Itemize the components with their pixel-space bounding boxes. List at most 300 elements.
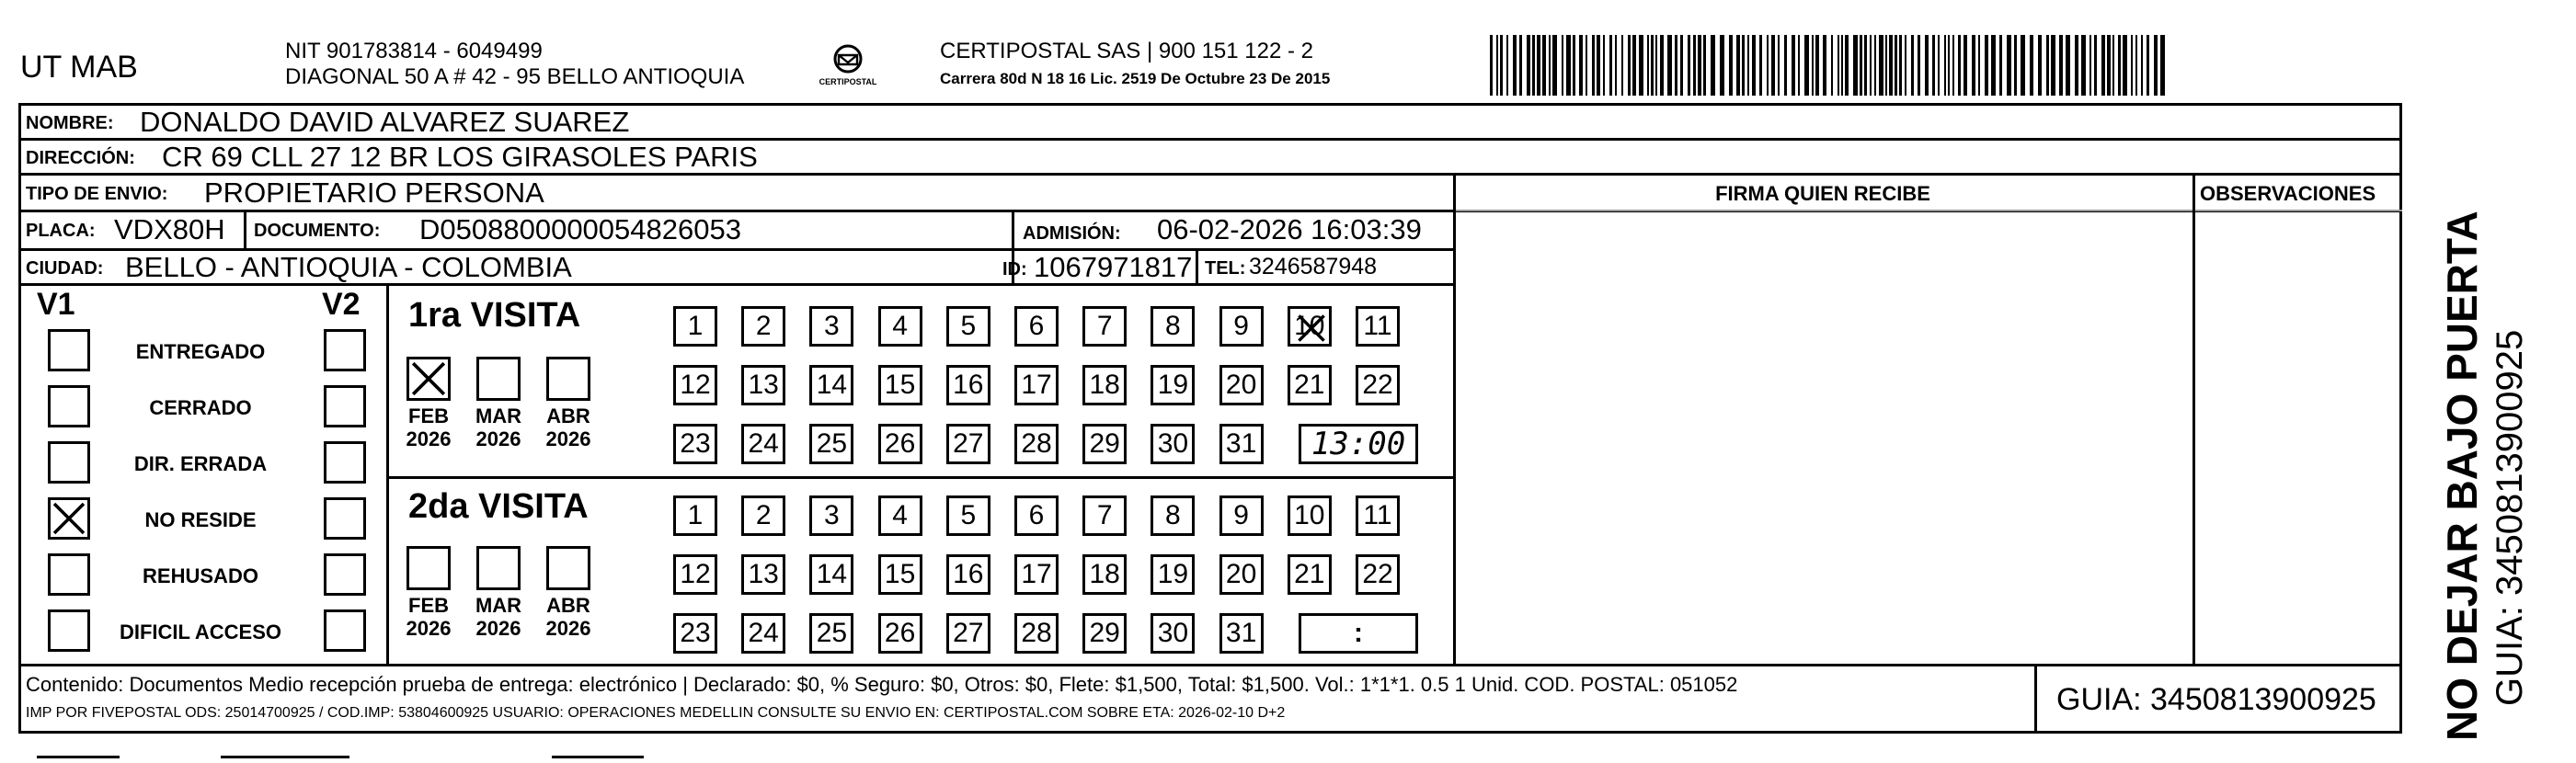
barcode-bar <box>2007 35 2011 96</box>
barcode-bar <box>1864 35 1867 96</box>
tipo-envio-label: TIPO DE ENVIO: <box>26 184 168 204</box>
day-box[interactable] <box>1014 613 1059 654</box>
x-mark-icon <box>409 359 448 398</box>
month-label: FEB 2026 <box>406 594 452 641</box>
status-v2-checkbox[interactable] <box>324 441 366 484</box>
barcode-bar <box>1752 35 1756 96</box>
barcode-bar <box>2094 35 2097 96</box>
day-number: 25 <box>816 618 848 648</box>
day-box[interactable] <box>878 554 922 595</box>
day-number: 15 <box>884 370 916 400</box>
barcode-bar <box>1978 35 1980 96</box>
day-number: 28 <box>1021 428 1052 459</box>
barcode-bar <box>1639 35 1643 96</box>
barcode-bar <box>1991 35 1996 96</box>
tipo-envio-value: PROPIETARIO PERSONA <box>204 177 544 209</box>
day-box[interactable] <box>878 424 922 464</box>
day-number: 31 <box>1225 618 1257 648</box>
barcode-bar <box>1771 35 1775 96</box>
admision-value: 06-02-2026 16:03:39 <box>1157 213 1422 245</box>
barcode-bar <box>1506 35 1508 96</box>
barcode-bar <box>2089 35 2091 96</box>
day-box[interactable] <box>1219 365 1264 405</box>
day-number: 13 <box>748 559 779 589</box>
day-number: 8 <box>1165 500 1181 530</box>
day-number: 13 <box>748 370 779 400</box>
day-box[interactable] <box>809 495 853 536</box>
day-number: 27 <box>953 428 984 459</box>
day-number: 26 <box>884 618 916 648</box>
day-box[interactable] <box>878 495 922 536</box>
day-box[interactable] <box>1082 554 1127 595</box>
barcode-bar <box>1628 35 1631 96</box>
day-box[interactable] <box>1356 306 1400 347</box>
day-box[interactable] <box>741 554 785 595</box>
day-box[interactable] <box>1014 365 1059 405</box>
barcode-bar <box>1804 35 1809 96</box>
divider <box>386 476 1453 479</box>
status-label: DIR. ERRADA <box>133 452 268 475</box>
barcode-bar <box>1944 35 1946 96</box>
barcode-bar <box>1885 35 1887 96</box>
barcode-bar <box>1841 35 1843 96</box>
day-number: 12 <box>680 370 711 400</box>
barcode <box>1490 35 2170 96</box>
barcode-bar <box>1985 35 1988 96</box>
barcode-bar <box>1812 35 1814 96</box>
day-box[interactable] <box>946 306 990 347</box>
day-number: 9 <box>1233 311 1249 341</box>
barcode-bar <box>1999 35 2002 96</box>
visit1-time-box[interactable] <box>1299 424 1418 464</box>
id-label: ID: <box>1002 259 1027 279</box>
day-number: 10 <box>1294 500 1325 530</box>
day-box[interactable] <box>1014 424 1059 464</box>
logo-text: CERTIPOSTAL <box>819 77 877 86</box>
day-box[interactable] <box>1082 424 1127 464</box>
day-number: 29 <box>1089 428 1120 459</box>
day-number: 29 <box>1089 618 1120 648</box>
barcode-bar <box>1860 35 1862 96</box>
barcode-bar <box>1736 35 1740 96</box>
day-number: 15 <box>884 559 916 589</box>
day-number: 19 <box>1157 370 1189 400</box>
barcode-bar <box>1747 35 1749 96</box>
day-box[interactable] <box>1288 554 1332 595</box>
placa-label: PLACA: <box>26 221 96 241</box>
side-notice-line2: GUIA: 3450813900925 <box>2490 329 2530 706</box>
barcode-bar <box>1963 35 1967 96</box>
status-v2-checkbox[interactable] <box>324 329 366 371</box>
barcode-bar <box>1925 35 1929 96</box>
barcode-bar <box>2021 35 2025 96</box>
day-box[interactable] <box>946 554 990 595</box>
cut-mark <box>221 756 349 758</box>
barcode-bar <box>1537 35 1540 96</box>
direccion-value: CR 69 CLL 27 12 BR LOS GIRASOLES PARIS <box>162 141 758 173</box>
day-number: 11 <box>1363 500 1392 530</box>
barcode-bar <box>1566 35 1571 96</box>
day-number: 2 <box>755 311 772 341</box>
day-number: 22 <box>1362 559 1393 589</box>
company-name: UT MAB <box>20 50 138 85</box>
barcode-bar <box>1647 35 1649 96</box>
day-box[interactable] <box>673 613 717 654</box>
documento-value: D0508800000054826053 <box>419 213 741 245</box>
barcode-bar <box>1938 35 1940 96</box>
day-number: 28 <box>1021 618 1052 648</box>
day-box[interactable] <box>878 365 922 405</box>
barcode-bar <box>2107 35 2111 96</box>
day-number: 14 <box>816 559 848 589</box>
day-number: 22 <box>1362 370 1393 400</box>
barcode-bar <box>1592 35 1595 96</box>
day-number: 17 <box>1021 559 1052 589</box>
day-box[interactable] <box>809 424 853 464</box>
visit2-time-value: : <box>1354 618 1363 648</box>
day-box[interactable] <box>946 495 990 536</box>
barcode-bar <box>1742 35 1745 96</box>
barcode-bar <box>1798 35 1800 96</box>
month-label: ABR 2026 <box>545 594 591 641</box>
day-box[interactable] <box>1288 306 1332 347</box>
barcode-bar <box>1527 35 1530 96</box>
divider <box>2192 173 2195 664</box>
barcode-bar <box>2075 35 2078 96</box>
status-v2-checkbox[interactable] <box>324 609 366 652</box>
status-label: REHUSADO <box>143 564 258 587</box>
barcode-bar <box>1792 35 1795 96</box>
day-box[interactable] <box>1082 495 1127 536</box>
day-number: 24 <box>748 428 779 459</box>
barcode-bar <box>1711 35 1715 96</box>
day-box[interactable] <box>673 554 717 595</box>
barcode-bar <box>1562 35 1563 96</box>
barcode-bar <box>1952 35 1954 96</box>
barcode-bar <box>1496 35 1498 96</box>
day-number: 1 <box>687 500 704 530</box>
documento-label: DOCUMENTO: <box>254 221 381 241</box>
month-checkbox[interactable] <box>546 357 590 401</box>
barcode-bar <box>2038 35 2042 96</box>
day-number: 21 <box>1294 370 1325 400</box>
day-box[interactable] <box>946 424 990 464</box>
divider <box>18 173 2402 176</box>
month-checkbox[interactable] <box>406 357 451 401</box>
barcode-bar <box>1899 35 1902 96</box>
day-box[interactable] <box>741 365 785 405</box>
day-number: 14 <box>816 370 848 400</box>
x-mark-icon <box>1296 313 1327 344</box>
day-box[interactable] <box>1151 365 1195 405</box>
status-v2-checkbox[interactable] <box>324 497 366 540</box>
day-number: 5 <box>960 311 977 341</box>
barcode-bar <box>1549 35 1551 96</box>
barcode-bar <box>1573 35 1575 96</box>
day-box[interactable] <box>741 495 785 536</box>
barcode-bar <box>1632 35 1636 96</box>
day-box[interactable] <box>878 613 922 654</box>
barcode-bar <box>1720 35 1724 96</box>
barcode-bar <box>1778 35 1780 96</box>
barcode-bar <box>2051 35 2055 96</box>
company-address: DIAGONAL 50 A # 42 - 95 BELLO ANTIOQUIA <box>285 64 745 89</box>
barcode-bar <box>1845 35 1849 96</box>
visit1-title: 1ra VISITA <box>408 296 581 335</box>
day-box[interactable] <box>1356 495 1400 536</box>
barcode-bar <box>1680 35 1683 96</box>
day-number: 16 <box>953 370 984 400</box>
barcode-bar <box>1759 35 1762 96</box>
barcode-bar <box>1519 35 1522 96</box>
firma-header: FIRMA QUIEN RECIBE <box>1715 182 1930 205</box>
barcode-bar <box>1532 35 1535 96</box>
month-label: ABR 2026 <box>545 404 591 451</box>
tel-value: 3246587948 <box>1249 254 1378 279</box>
day-number: 20 <box>1225 559 1257 589</box>
carrier-license: Carrera 80d N 18 16 Lic. 2519 De Octubre 23 De 2015 <box>940 70 1331 87</box>
day-box[interactable] <box>673 306 717 347</box>
day-box[interactable] <box>1288 495 1332 536</box>
footer-impresion: IMP POR FIVEPOSTAL ODS: 25014700925 / COD.IMP: 53804600925 USUARIO: OPERACIONES MEDELLIN CONSULTE SU ENVIO EN: CERTIPOSTAL.COM SOBRE ETA: 2026-02-10 D+2 <box>26 705 1286 721</box>
barcode-bar <box>1889 35 1893 96</box>
month-label: FEB 2026 <box>406 404 452 451</box>
barcode-bar <box>1513 35 1517 96</box>
barcode-bar <box>1609 35 1612 96</box>
day-box[interactable] <box>1151 495 1195 536</box>
day-number: 19 <box>1157 559 1189 589</box>
day-number: 23 <box>680 428 711 459</box>
barcode-bar <box>2059 35 2063 96</box>
month-checkbox[interactable] <box>476 546 521 590</box>
nombre-label: NOMBRE: <box>26 113 114 133</box>
barcode-bar <box>1767 35 1769 96</box>
day-number: 7 <box>1096 500 1113 530</box>
barcode-bar <box>1552 35 1557 96</box>
day-box[interactable] <box>946 613 990 654</box>
divider <box>1453 173 1456 664</box>
day-number: 30 <box>1157 618 1189 648</box>
day-box[interactable] <box>809 613 853 654</box>
day-number: 6 <box>1028 500 1045 530</box>
nombre-value: DONALDO DAVID ALVAREZ SUAREZ <box>140 106 630 138</box>
day-number: 27 <box>953 618 984 648</box>
barcode-bar <box>1958 35 1961 96</box>
day-box[interactable] <box>1356 554 1400 595</box>
divider <box>244 210 246 248</box>
month-label: MAR 2026 <box>475 404 522 451</box>
observaciones-header: OBSERVACIONES <box>2200 182 2376 205</box>
day-box[interactable] <box>809 554 853 595</box>
day-box[interactable] <box>673 495 717 536</box>
day-box[interactable] <box>1151 306 1195 347</box>
day-box[interactable] <box>741 613 785 654</box>
barcode-bar <box>1838 35 1839 96</box>
ciudad-label: CIUDAD: <box>26 258 104 279</box>
day-number: 3 <box>824 500 840 530</box>
company-nit: NIT 901783814 - 6049499 <box>285 39 543 63</box>
day-box[interactable] <box>878 306 922 347</box>
divider <box>18 283 1453 286</box>
day-box[interactable] <box>809 306 853 347</box>
day-number: 30 <box>1157 428 1189 459</box>
barcode-bar <box>1905 35 1906 96</box>
barcode-bar <box>1703 35 1706 96</box>
cut-mark <box>37 756 120 758</box>
day-box[interactable] <box>1219 424 1264 464</box>
visit2-time-box[interactable] <box>1299 613 1418 654</box>
day-number: 12 <box>680 559 711 589</box>
barcode-bar <box>1675 35 1677 96</box>
status-v2-checkbox[interactable] <box>324 553 366 596</box>
barcode-bar <box>2123 35 2127 96</box>
barcode-bar <box>2101 35 2105 96</box>
day-box[interactable] <box>1151 424 1195 464</box>
day-number: 18 <box>1089 559 1120 589</box>
month-checkbox[interactable] <box>406 546 451 590</box>
day-number: 20 <box>1225 370 1257 400</box>
day-number: 25 <box>816 428 848 459</box>
day-number: 2 <box>755 500 772 530</box>
tel-label: TEL: <box>1205 258 1246 279</box>
barcode-bar <box>2135 35 2137 96</box>
divider <box>1196 248 1198 283</box>
barcode-bar <box>1660 35 1664 96</box>
day-box[interactable] <box>1288 365 1332 405</box>
day-box[interactable] <box>809 365 853 405</box>
footer-guia: GUIA: 3450813900925 <box>2056 682 2376 717</box>
footer-contenido: Contenido: Documentos Medio recepción prueba de entrega: electrónico | Declarado: $0, % Seguro: $0, Otros: $0, Flete: $1,500, Total: $1,500. Vol.: 1*1*1. 0.5 1 Unid. COD. POSTAL: 051052 <box>26 673 1738 696</box>
barcode-bar <box>1500 35 1503 96</box>
day-box[interactable] <box>741 424 785 464</box>
ciudad-value: BELLO - ANTIOQUIA - COLOMBIA <box>125 251 572 283</box>
day-number: 5 <box>960 500 977 530</box>
barcode-bar <box>1895 35 1897 96</box>
barcode-bar <box>1693 35 1696 96</box>
day-number: 23 <box>680 618 711 648</box>
day-box[interactable] <box>1219 306 1264 347</box>
barcode-bar <box>2081 35 2086 96</box>
day-box[interactable] <box>741 306 785 347</box>
barcode-bar <box>1870 35 1872 96</box>
day-number: 8 <box>1165 311 1181 341</box>
barcode-bar <box>1972 35 1975 96</box>
day-box[interactable] <box>1082 306 1127 347</box>
barcode-bar <box>1948 35 1950 96</box>
barcode-bar <box>2066 35 2070 96</box>
barcode-bar <box>2112 35 2114 96</box>
day-number: 4 <box>892 311 908 341</box>
barcode-bar <box>1688 35 1690 96</box>
placa-value: VDX80H <box>114 213 225 245</box>
id-value: 1067971817 <box>1034 251 1193 283</box>
day-box[interactable] <box>1219 495 1264 536</box>
day-number: 26 <box>884 428 916 459</box>
barcode-bar <box>2131 35 2133 96</box>
day-box[interactable] <box>1082 365 1127 405</box>
barcode-bar <box>2046 35 2049 96</box>
cut-mark <box>552 756 644 758</box>
divider <box>2034 664 2037 734</box>
side-notice <box>2410 103 2547 741</box>
day-box[interactable] <box>1014 554 1059 595</box>
barcode-bar <box>2118 35 2121 96</box>
barcode-bar <box>1729 35 1733 96</box>
divider <box>18 664 2402 666</box>
status-v2-checkbox[interactable] <box>324 385 366 427</box>
month-label: MAR 2026 <box>475 594 522 641</box>
barcode-bar <box>1698 35 1701 96</box>
status-label: CERRADO <box>149 396 252 419</box>
day-box[interactable] <box>1014 306 1059 347</box>
barcode-bar <box>1579 35 1583 96</box>
day-number: 6 <box>1028 311 1045 341</box>
day-box[interactable] <box>673 365 717 405</box>
day-box[interactable] <box>1356 365 1400 405</box>
day-number: 7 <box>1096 311 1113 341</box>
barcode-bar <box>1911 35 1914 96</box>
barcode-bar <box>1932 35 1935 96</box>
day-box[interactable] <box>1219 554 1264 595</box>
day-box[interactable] <box>1082 613 1127 654</box>
barcode-bar <box>1651 35 1654 96</box>
v2-header: V2 <box>322 287 361 322</box>
barcode-bar <box>2154 35 2158 96</box>
barcode-bar <box>1853 35 1858 96</box>
barcode-bar <box>2160 35 2165 96</box>
month-checkbox[interactable] <box>476 357 521 401</box>
carrier-name: CERTIPOSTAL SAS | 900 151 122 - 2 <box>940 39 1313 63</box>
day-box[interactable] <box>1014 495 1059 536</box>
barcode-bar <box>1603 35 1605 96</box>
barcode-bar <box>1597 35 1600 96</box>
day-box[interactable] <box>1219 613 1264 654</box>
month-checkbox[interactable] <box>546 546 590 590</box>
day-number: 4 <box>892 500 908 530</box>
day-number: 16 <box>953 559 984 589</box>
day-number: 10 <box>1294 311 1325 341</box>
status-label: DIFICIL ACCESO <box>119 621 281 643</box>
barcode-bar <box>1655 35 1657 96</box>
barcode-bar <box>1542 35 1546 96</box>
visit2-title: 2da VISITA <box>408 487 589 526</box>
barcode-bar <box>1615 35 1617 96</box>
admision-label: ADMISIÓN: <box>1023 223 1121 244</box>
barcode-bar <box>1490 35 1493 96</box>
day-number: 21 <box>1294 559 1325 589</box>
direccion-label: DIRECCIÓN: <box>26 148 135 168</box>
day-number: 11 <box>1363 311 1392 341</box>
barcode-bar <box>1815 35 1819 96</box>
day-box[interactable] <box>1151 554 1195 595</box>
certipostal-logo <box>811 40 885 96</box>
day-number: 1 <box>687 311 704 341</box>
day-box[interactable] <box>946 365 990 405</box>
side-notice-line1: NO DEJAR BAJO PUERTA <box>2438 211 2486 741</box>
day-box[interactable] <box>1151 613 1195 654</box>
barcode-bar <box>2141 35 2143 96</box>
day-number: 9 <box>1233 500 1249 530</box>
barcode-bar <box>1918 35 1920 96</box>
day-box[interactable] <box>673 424 717 464</box>
day-number: 3 <box>824 311 840 341</box>
barcode-bar <box>2147 35 2149 96</box>
barcode-bar <box>1823 35 1826 96</box>
barcode-bar <box>1874 35 1876 96</box>
visit1-time-value: 13:00 <box>1311 426 1406 462</box>
v1-header: V1 <box>37 287 75 322</box>
barcode-bar <box>2014 35 2017 96</box>
